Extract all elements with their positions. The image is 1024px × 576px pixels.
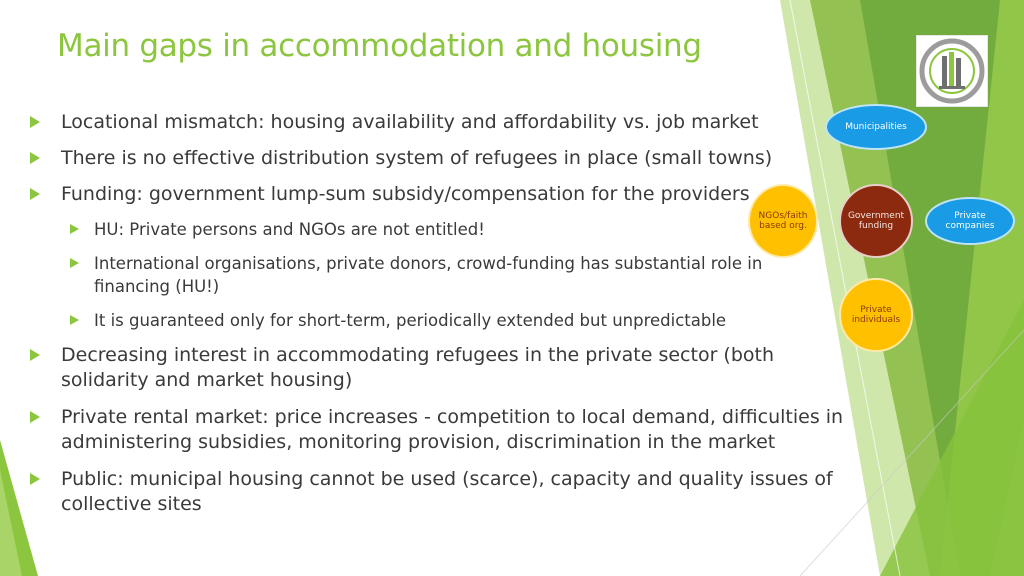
- diagram-node-government-funding: [839, 184, 913, 258]
- list-item: [30, 182, 770, 207]
- node-label: Private companies: [945, 211, 995, 231]
- bullet-text: Private rental market: price increases - competition to local demand, difficulties in administering subsidies, monitoring provision, discrimination in the market: [61, 406, 844, 453]
- diagram-node-private-companies: [925, 197, 1015, 245]
- node-label: Municipalities: [845, 122, 907, 132]
- diagram-node-private-individuals: [839, 278, 913, 352]
- bullet-text: Locational mismatch: housing availability and affordability vs. job market: [61, 111, 759, 133]
- list-item: [30, 405, 850, 455]
- list-item: [30, 343, 790, 393]
- list-item: [30, 146, 790, 171]
- page-title: Main gaps in accommodation and housing: [57, 28, 702, 64]
- bullet-text: Decreasing interest in accommodating refugees in the private sector (both solidarity and market housing): [61, 344, 775, 391]
- list-item: [30, 110, 790, 135]
- triangle-arrow-icon: [30, 349, 40, 361]
- institute-logo-icon: [916, 35, 988, 107]
- list-item: [30, 467, 850, 517]
- triangle-arrow-icon: [30, 473, 40, 485]
- list-item: [70, 309, 800, 332]
- triangle-arrow-icon: [30, 411, 40, 423]
- triangle-arrow-icon: [70, 315, 79, 325]
- triangle-arrow-icon: [70, 224, 79, 234]
- bullet-text: Funding: government lump-sum subsidy/compensation for the providers: [61, 183, 750, 205]
- bullet-text: International organisations, private donors, crowd-funding has substantial role in financing (HU!): [94, 254, 763, 296]
- node-label: Private individuals: [851, 305, 901, 325]
- list-item: [70, 252, 800, 298]
- diagram-node-ngos: [748, 184, 818, 258]
- bullet-text: There is no effective distribution system of refugees in place (small towns): [61, 147, 773, 169]
- diagram-node-municipalities: [825, 104, 927, 150]
- node-label: NGOs/faith based org.: [758, 211, 808, 231]
- bullet-text: It is guaranteed only for short-term, periodically extended but unpredictable: [94, 311, 727, 330]
- list-item: [70, 218, 710, 241]
- triangle-arrow-icon: [70, 258, 79, 268]
- triangle-arrow-icon: [30, 152, 40, 164]
- triangle-arrow-icon: [30, 116, 40, 128]
- bullet-text: HU: Private persons and NGOs are not entitled!: [94, 220, 485, 239]
- bullet-text: Public: municipal housing cannot be used (scarce), capacity and quality issues of collective sites: [61, 468, 833, 515]
- triangle-arrow-icon: [30, 188, 40, 200]
- node-label: Government funding: [847, 211, 905, 231]
